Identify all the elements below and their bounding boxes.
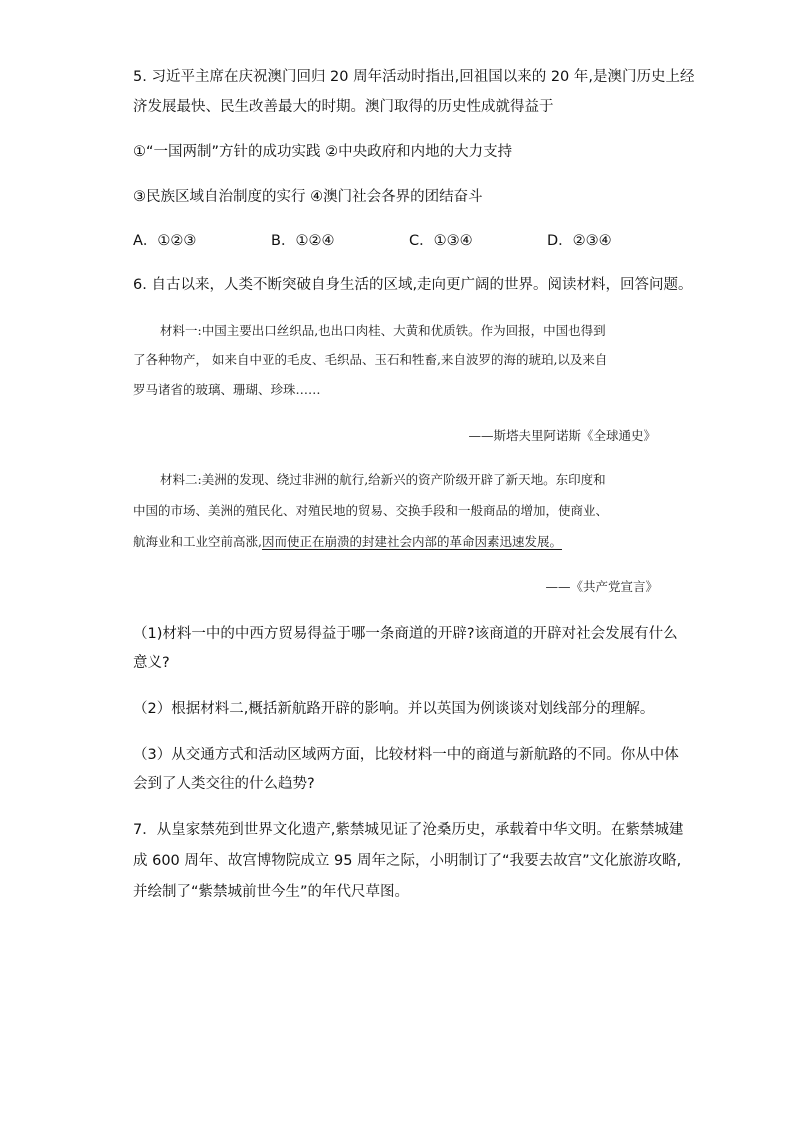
q5-stem-line2: 济发展最快、民生改善最大的时期。澳门取得的历史性成就得益于 (133, 99, 554, 115)
q5-choice-b: B．①②④ (271, 233, 335, 249)
q5-options-line2: ③民族区域自治制度的实行 ④澳门社会各界的团结奋斗 (133, 189, 483, 205)
q5-stem-line1: 5. 习近平主席在庆祝澳门回归 20 周年活动时指出,回祖国以来的 20 年,是澳门历史上经 (133, 69, 695, 85)
q6-sub3-line2: 会到了人类交往的什么趋势? (133, 776, 315, 792)
q6-sub2: （2）根据材料二,概括新航路开辟的影响。并以英国为例谈谈对划线部分的理解。 (133, 701, 655, 717)
q6-sub3-line1: （3）从交通方式和活动区域两方面，比较材料一中的商道与新航路的不同。你从中体 (133, 747, 679, 763)
material2-line3-plain: 航海业和工业空前高涨, (133, 534, 262, 549)
material2-line1: 材料二:美洲的发现、绕过非洲的航行,给新兴的资产阶级开辟了新天地。东印度和 (160, 472, 606, 487)
material1-line3: 罗马诸省的玻璃、珊瑚、珍珠…… (133, 382, 321, 397)
q5-choice-d: D．②③④ (547, 233, 612, 249)
material2-line3 (133, 533, 562, 551)
material2-source: ——《共产党宣言》 (545, 579, 658, 594)
q5-choice-a: A．①②③ (133, 233, 197, 249)
q6-sub1-line2: 意义? (133, 655, 170, 671)
q7-stem-line3: 并绘制了“紫禁城前世今生”的年代尺草图。 (133, 884, 410, 900)
q5-options-line1: ①“一国两制”方针的成功实践 ②中央政府和内地的大力支持 (133, 144, 513, 160)
material1-line2: 了各种物产， 如来自中亚的毛皮、毛织品、玉石和牲畜,来自波罗的海的琥珀,以及来自 (133, 352, 608, 367)
q6-intro: 6. 自古以来，人类不断突破自身生活的区域,走向更广阔的世界。阅读材料，回答问题。 (133, 277, 693, 293)
material1-source: ——斯塔夫里阿诺斯《全球通史》 (468, 428, 656, 443)
material2-underlined-text: 因而使正在崩溃的封建社会内部的革命因素迅速发展。 (261, 534, 562, 549)
q6-sub1-line1: （1)材料一中的中西方贸易得益于哪一条商道的开辟?该商道的开辟对社会发展有什么 (133, 626, 678, 642)
q7-stem-line1: 7．从皇家禁苑到世界文化遗产,紫禁城见证了沧桑历史，承载着中华文明。在紫禁城建 (133, 822, 684, 838)
material1-line1: 材料一:中国主要出口丝织品,也出口肉桂、大黄和优质铁。作为回报，中国也得到 (160, 323, 606, 338)
q5-choice-c: C．①③④ (409, 233, 473, 249)
q7-stem-line2: 成 600 周年、故宫博物院成立 95 周年之际，小明制订了“我要去故宫”文化旅游攻略, (133, 853, 682, 869)
material2-line2: 中国的市场、美洲的殖民化、对殖民地的贸易、交换手段和一般商品的增加，使商业、 (133, 503, 609, 518)
